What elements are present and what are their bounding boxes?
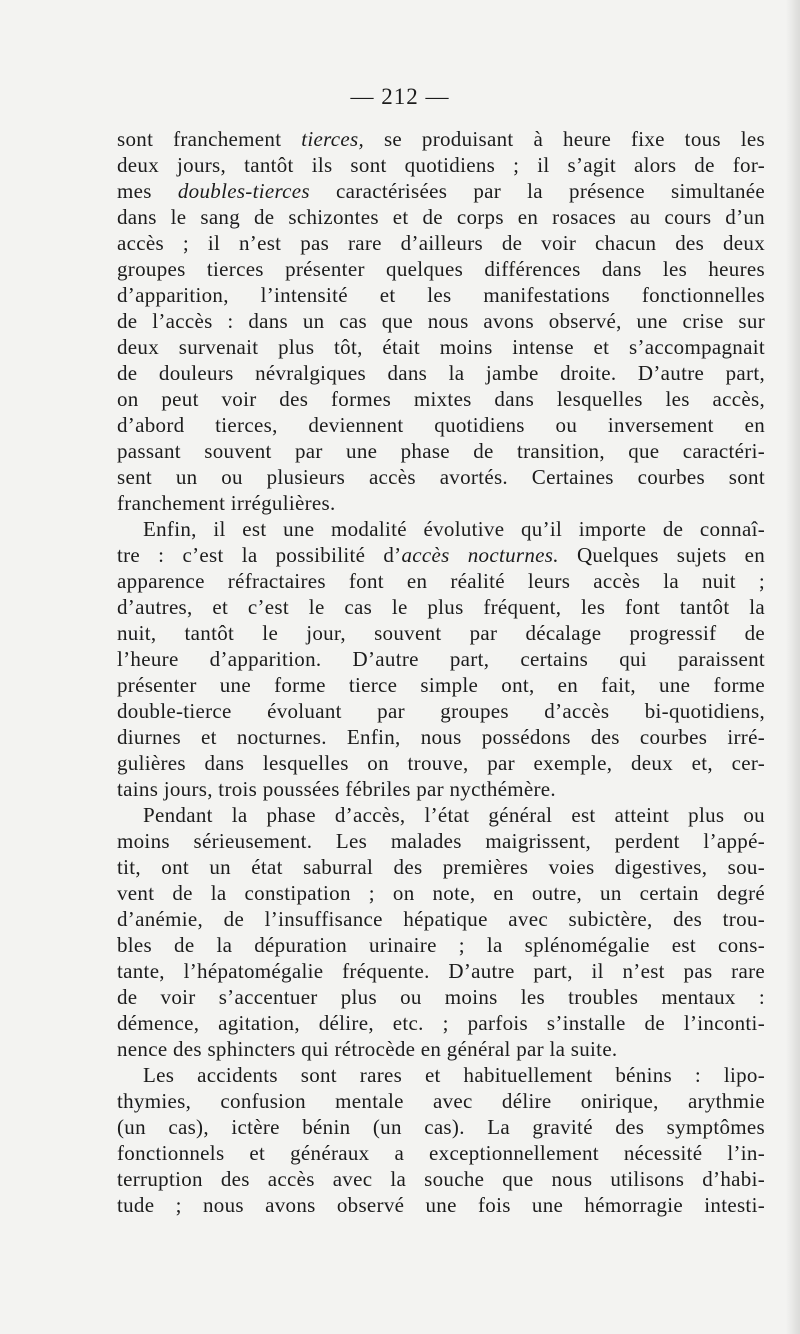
text-segment: thymies, confusion mentale avec délire onirique, arythmie <box>117 1089 765 1113</box>
text-segment: vent de la constipation ; on note, en outre, un certain degré <box>117 881 765 905</box>
text-segment: accès ; il n’est pas rare d’ailleurs de voir chacun des deux <box>117 231 765 255</box>
text-line <box>117 230 765 256</box>
text-line <box>117 802 765 828</box>
text-segment: Les accidents sont rares et habituellement bénins : lipo- <box>143 1063 765 1087</box>
text-line <box>117 1062 765 1088</box>
text-segment: double-tierce évoluant par groupes d’accès bi-quotidiens, <box>117 699 765 723</box>
text-segment: tit, ont un état saburral des premières voies digestives, sou- <box>117 855 765 879</box>
text-segment: apparence réfractaires font en réalité leurs accès la nuit ; <box>117 569 765 593</box>
italic-text: tierces, <box>301 127 365 151</box>
text-segment: deux jours, tantôt ils sont quotidiens ; il s’agit alors de for- <box>117 153 765 177</box>
text-line <box>117 984 765 1010</box>
text-segment: se produisant à heure fixe tous les <box>364 127 765 151</box>
italic-text: accès nocturnes. <box>401 543 559 567</box>
text-line <box>117 854 765 880</box>
text-line <box>117 334 765 360</box>
text-segment: mes <box>117 179 178 203</box>
text-line <box>117 282 765 308</box>
text-line <box>117 1140 765 1166</box>
text-segment: franchement irrégulières. <box>117 491 336 515</box>
text-line <box>117 516 765 542</box>
text-segment: sent un ou plusieurs accès avortés. Certaines courbes sont <box>117 465 765 489</box>
text-line <box>117 360 765 386</box>
italic-text: doubles-tierces <box>177 179 310 203</box>
page-edge-shadow <box>786 0 800 1334</box>
text-line <box>117 542 765 568</box>
text-line <box>117 386 765 412</box>
text-segment: présenter une forme tierce simple ont, en fait, une forme <box>117 673 765 697</box>
text-line <box>117 126 765 152</box>
text-line <box>117 204 765 230</box>
text-segment: de douleurs névralgiques dans la jambe droite. D’autre part, <box>117 361 765 385</box>
text-line <box>117 698 765 724</box>
text-segment: Quelques sujets en <box>558 543 765 567</box>
page-number: — 212 — <box>350 84 450 109</box>
text-line <box>117 490 765 516</box>
text-segment: diurnes et nocturnes. Enfin, nous possédons des courbes irré- <box>117 725 765 749</box>
text-segment: groupes tierces présenter quelques différences dans les heures <box>117 257 765 281</box>
text-segment: tains jours, trois poussées fébriles par nycthémère. <box>117 777 556 801</box>
text-segment: caractérisées par la présence simultanée <box>309 179 766 203</box>
text-segment: d’apparition, l’intensité et les manifestations fonctionnelles <box>117 283 765 307</box>
text-line <box>117 152 765 178</box>
text-segment: d’anémie, de l’insuffisance hépatique avec subictère, des trou- <box>117 907 765 931</box>
text-segment: Pendant la phase d’accès, l’état général est atteint plus ou <box>143 803 765 827</box>
text-line <box>117 594 765 620</box>
text-segment: on peut voir des formes mixtes dans lesquelles les accès, <box>117 387 765 411</box>
text-segment: Enfin, il est une modalité évolutive qu’il importe de connaî- <box>143 517 765 541</box>
text-segment: de voir s’accentuer plus ou moins les troubles mentaux : <box>117 985 765 1009</box>
text-segment: d’autres, et c’est le cas le plus fréquent, les font tantôt la <box>117 595 765 619</box>
text-line <box>117 932 765 958</box>
text-line <box>117 828 765 854</box>
text-line <box>117 776 765 802</box>
body-text <box>117 126 765 1218</box>
text-segment: tude ; nous avons observé une fois une hémorragie intesti- <box>117 1193 765 1217</box>
text-line <box>117 646 765 672</box>
text-segment: d’abord tierces, deviennent quotidiens ou inversement en <box>117 413 765 437</box>
text-segment: nence des sphincters qui rétrocède en général par la suite. <box>117 1037 618 1061</box>
text-line <box>117 880 765 906</box>
text-line <box>117 1036 765 1062</box>
text-segment: tante, l’hépatomégalie fréquente. D’autre part, il n’est pas rare <box>117 959 765 983</box>
text-segment: moins sérieusement. Les malades maigrissent, perdent l’appé- <box>117 829 765 853</box>
text-line <box>117 412 765 438</box>
text-segment: dans le sang de schizontes et de corps en rosaces au cours d’un <box>117 205 765 229</box>
text-line <box>117 568 765 594</box>
text-segment: deux survenait plus tôt, était moins intense et s’accompagnait <box>117 335 765 359</box>
text-line <box>117 724 765 750</box>
text-segment: de l’accès : dans un cas que nous avons observé, une crise sur <box>117 309 765 333</box>
text-segment: gulières dans lesquelles on trouve, par exemple, deux et, cer- <box>117 751 765 775</box>
text-line <box>117 178 765 204</box>
text-segment: terruption des accès avec la souche que nous utilisons d’habi- <box>117 1167 765 1191</box>
text-line <box>117 308 765 334</box>
text-line <box>117 1166 765 1192</box>
text-segment: tre : c’est la possibilité d’ <box>117 543 402 567</box>
text-line <box>117 438 765 464</box>
text-segment: nuit, tantôt le jour, souvent par décalage progressif de <box>117 621 765 645</box>
text-segment: bles de la dépuration urinaire ; la splénomégalie est cons- <box>117 933 765 957</box>
text-line <box>117 1114 765 1140</box>
text-segment: sont franchement <box>117 127 302 151</box>
text-line <box>117 256 765 282</box>
text-line <box>117 1088 765 1114</box>
text-line <box>117 1010 765 1036</box>
text-line <box>117 1192 765 1218</box>
text-line <box>117 906 765 932</box>
text-line <box>117 750 765 776</box>
text-line <box>117 672 765 698</box>
text-segment: fonctionnels et généraux a exceptionnellement nécessité l’in- <box>117 1141 765 1165</box>
text-line <box>117 464 765 490</box>
text-line <box>117 958 765 984</box>
text-segment: passant souvent par une phase de transition, que caractéri- <box>117 439 765 463</box>
text-segment: l’heure d’apparition. D’autre part, certains qui paraissent <box>117 647 765 671</box>
text-line <box>117 620 765 646</box>
text-segment: (un cas), ictère bénin (un cas). La gravité des symptômes <box>117 1115 765 1139</box>
text-segment: démence, agitation, délire, etc. ; parfois s’installe de l’inconti- <box>117 1011 765 1035</box>
